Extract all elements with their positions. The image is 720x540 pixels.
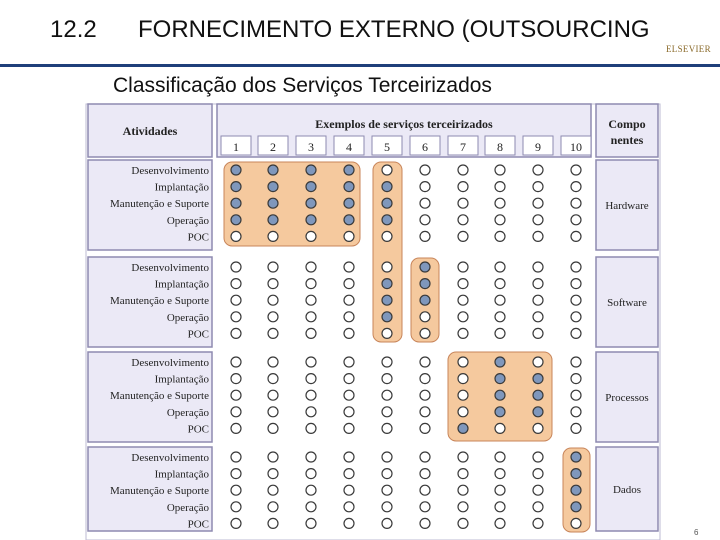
dot-empty	[231, 231, 241, 241]
dot-empty	[382, 518, 392, 528]
dot-empty	[306, 469, 316, 479]
dot-empty	[268, 502, 278, 512]
component-label: Software	[607, 297, 647, 309]
components-header-line2: nentes	[610, 133, 644, 147]
dot-empty	[268, 279, 278, 289]
dot-empty	[533, 215, 543, 225]
dot-filled	[571, 469, 581, 479]
dot-filled	[533, 390, 543, 400]
dot-empty	[344, 279, 354, 289]
activity-label: POC	[187, 231, 209, 244]
dot-empty	[382, 374, 392, 384]
dot-empty	[571, 328, 581, 338]
dot-empty	[344, 357, 354, 367]
dot-filled	[268, 165, 278, 175]
dot-empty	[420, 502, 430, 512]
dot-empty	[231, 295, 241, 305]
section-number: 12.2	[50, 16, 97, 43]
dot-empty	[382, 165, 392, 175]
dot-empty	[533, 328, 543, 338]
dot-empty	[231, 279, 241, 289]
dot-empty	[533, 262, 543, 272]
dot-empty	[458, 390, 468, 400]
dot-filled	[268, 215, 278, 225]
dot-empty	[382, 390, 392, 400]
dot-empty	[571, 312, 581, 322]
dot-empty	[382, 485, 392, 495]
dot-filled	[344, 215, 354, 225]
dot-filled	[458, 423, 468, 433]
dot-filled	[268, 198, 278, 208]
dot-empty	[458, 469, 468, 479]
activity-label: POC	[187, 518, 209, 531]
dot-empty	[382, 452, 392, 462]
dot-empty	[495, 295, 505, 305]
dot-empty	[420, 390, 430, 400]
dot-filled	[420, 295, 430, 305]
dot-empty	[306, 390, 316, 400]
dot-empty	[495, 262, 505, 272]
dot-empty	[495, 215, 505, 225]
activity-label: Implantação	[154, 181, 209, 194]
column-number: 6	[422, 140, 428, 154]
dot-filled	[495, 390, 505, 400]
dot-empty	[231, 407, 241, 417]
dot-empty	[495, 328, 505, 338]
dot-empty	[533, 198, 543, 208]
dot-empty	[533, 231, 543, 241]
dot-empty	[268, 262, 278, 272]
dot-empty	[571, 390, 581, 400]
dot-filled	[306, 182, 316, 192]
dot-empty	[306, 295, 316, 305]
dot-filled	[382, 279, 392, 289]
dot-filled	[533, 374, 543, 384]
dot-empty	[571, 295, 581, 305]
dot-empty	[268, 423, 278, 433]
dot-empty	[495, 502, 505, 512]
dot-empty	[382, 407, 392, 417]
dot-empty	[306, 407, 316, 417]
dot-empty	[344, 374, 354, 384]
dot-empty	[571, 215, 581, 225]
dot-empty	[458, 452, 468, 462]
dot-filled	[231, 165, 241, 175]
dot-empty	[571, 198, 581, 208]
dot-empty	[382, 231, 392, 241]
dot-empty	[306, 374, 316, 384]
dot-empty	[458, 215, 468, 225]
dot-filled	[306, 215, 316, 225]
dot-empty	[458, 295, 468, 305]
dot-empty	[231, 502, 241, 512]
dot-empty	[268, 452, 278, 462]
dot-empty	[268, 295, 278, 305]
dot-filled	[571, 502, 581, 512]
dot-empty	[344, 295, 354, 305]
dot-empty	[420, 485, 430, 495]
dot-empty	[420, 407, 430, 417]
dot-empty	[458, 262, 468, 272]
dot-filled	[231, 215, 241, 225]
dot-empty	[231, 262, 241, 272]
dot-empty	[420, 374, 430, 384]
dot-empty	[420, 452, 430, 462]
dot-empty	[458, 279, 468, 289]
dot-empty	[458, 407, 468, 417]
dot-empty	[344, 312, 354, 322]
activity-label: Desenvolvimento	[131, 357, 209, 369]
dot-filled	[420, 279, 430, 289]
dot-empty	[495, 165, 505, 175]
dot-empty	[382, 357, 392, 367]
dot-empty	[458, 198, 468, 208]
activities-header: Atividades	[122, 124, 178, 138]
dot-empty	[344, 423, 354, 433]
dot-filled	[382, 312, 392, 322]
column-number: 2	[270, 140, 276, 154]
dot-empty	[571, 231, 581, 241]
dot-filled	[495, 357, 505, 367]
dot-empty	[533, 469, 543, 479]
dot-empty	[231, 328, 241, 338]
activity-label: Implantação	[154, 278, 209, 291]
dot-empty	[306, 279, 316, 289]
dot-empty	[495, 198, 505, 208]
activity-label: Manutenção e Suporte	[110, 295, 209, 308]
dot-empty	[306, 231, 316, 241]
dot-empty	[420, 357, 430, 367]
dot-filled	[306, 165, 316, 175]
activity-label: Desenvolvimento	[131, 262, 209, 274]
activity-label: Manutenção e Suporte	[110, 198, 209, 211]
dot-empty	[306, 485, 316, 495]
dot-filled	[571, 452, 581, 462]
dot-empty	[344, 518, 354, 528]
dot-filled	[533, 407, 543, 417]
dot-empty	[533, 279, 543, 289]
dot-empty	[458, 357, 468, 367]
section-title: FORNECIMENTO EXTERNO (OUTSOURCING	[138, 16, 650, 43]
activity-label: POC	[187, 423, 209, 436]
dot-empty	[268, 328, 278, 338]
dot-empty	[571, 279, 581, 289]
activity-label: Implantação	[154, 468, 209, 481]
page-number: 6	[694, 528, 699, 537]
dot-empty	[268, 357, 278, 367]
dot-empty	[420, 198, 430, 208]
components-header-line1: Compo	[608, 117, 646, 131]
dot-empty	[231, 357, 241, 367]
dot-empty	[268, 374, 278, 384]
dot-empty	[306, 328, 316, 338]
dot-empty	[458, 485, 468, 495]
dot-filled	[495, 407, 505, 417]
dot-empty	[571, 165, 581, 175]
dot-empty	[495, 312, 505, 322]
dot-empty	[344, 407, 354, 417]
dot-empty	[344, 262, 354, 272]
dot-filled	[382, 182, 392, 192]
dot-empty	[533, 182, 543, 192]
activity-label: Operação	[166, 406, 209, 419]
dot-empty	[268, 312, 278, 322]
column-number: 5	[384, 140, 390, 154]
column-number: 10	[570, 140, 582, 154]
dot-empty	[420, 165, 430, 175]
dot-empty	[382, 469, 392, 479]
dot-empty	[344, 390, 354, 400]
column-number: 8	[497, 140, 503, 154]
dot-empty	[571, 262, 581, 272]
dot-empty	[495, 423, 505, 433]
dot-empty	[495, 231, 505, 241]
dot-empty	[495, 469, 505, 479]
activity-label: Desenvolvimento	[131, 452, 209, 464]
dot-empty	[458, 182, 468, 192]
dot-empty	[533, 357, 543, 367]
dot-empty	[533, 165, 543, 175]
dot-empty	[306, 262, 316, 272]
dot-empty	[382, 328, 392, 338]
dot-filled	[571, 485, 581, 495]
dot-empty	[231, 485, 241, 495]
dot-empty	[306, 502, 316, 512]
dot-filled	[231, 182, 241, 192]
dot-empty	[420, 423, 430, 433]
dot-empty	[571, 182, 581, 192]
dot-empty	[268, 485, 278, 495]
dot-empty	[306, 423, 316, 433]
dot-empty	[231, 423, 241, 433]
dot-empty	[420, 518, 430, 528]
column-number: 9	[535, 140, 541, 154]
activity-label: Manutenção e Suporte	[110, 485, 209, 498]
dot-empty	[458, 165, 468, 175]
dot-empty	[344, 502, 354, 512]
dot-filled	[231, 198, 241, 208]
slide-subtitle: Classificação dos Serviços Terceirizados	[113, 74, 492, 97]
dot-empty	[420, 469, 430, 479]
dot-empty	[306, 312, 316, 322]
dot-empty	[231, 374, 241, 384]
highlight-hardware-cols-1-4	[224, 162, 360, 246]
dot-empty	[458, 231, 468, 241]
dot-empty	[495, 485, 505, 495]
component-label: Hardware	[605, 200, 649, 212]
dot-filled	[344, 182, 354, 192]
dot-empty	[571, 357, 581, 367]
dot-filled	[344, 165, 354, 175]
dot-empty	[382, 502, 392, 512]
dot-empty	[571, 407, 581, 417]
dot-empty	[533, 423, 543, 433]
dot-empty	[533, 295, 543, 305]
dot-empty	[231, 390, 241, 400]
dot-empty	[458, 312, 468, 322]
activity-label: Implantação	[154, 373, 209, 386]
dot-empty	[458, 502, 468, 512]
component-label: Processos	[605, 392, 649, 404]
examples-header: Exemplos de serviços terceirizados	[315, 117, 493, 131]
dot-empty	[306, 452, 316, 462]
dot-empty	[344, 328, 354, 338]
column-number: 4	[346, 140, 352, 154]
dot-filled	[495, 374, 505, 384]
dot-empty	[231, 469, 241, 479]
dot-empty	[533, 312, 543, 322]
column-number: 7	[460, 140, 466, 154]
dot-empty	[268, 407, 278, 417]
dot-empty	[268, 390, 278, 400]
dot-empty	[533, 452, 543, 462]
dot-empty	[382, 423, 392, 433]
dot-empty	[268, 518, 278, 528]
dot-empty	[268, 231, 278, 241]
dot-empty	[382, 262, 392, 272]
publisher-logo: ELSEVIER	[666, 44, 711, 54]
dot-empty	[306, 357, 316, 367]
dot-filled	[268, 182, 278, 192]
dot-empty	[268, 469, 278, 479]
dot-filled	[306, 198, 316, 208]
dot-empty	[571, 423, 581, 433]
dot-empty	[495, 452, 505, 462]
activity-label: Operação	[166, 501, 209, 514]
dot-empty	[420, 312, 430, 322]
dot-filled	[344, 198, 354, 208]
dot-empty	[495, 279, 505, 289]
dot-empty	[495, 182, 505, 192]
dot-empty	[231, 452, 241, 462]
dot-empty	[571, 518, 581, 528]
dot-empty	[344, 231, 354, 241]
dot-filled	[382, 295, 392, 305]
dot-empty	[344, 469, 354, 479]
dot-empty	[344, 452, 354, 462]
dot-empty	[306, 518, 316, 528]
dot-empty	[458, 328, 468, 338]
component-label: Dados	[612, 484, 642, 496]
dot-empty	[458, 374, 468, 384]
activity-label: Desenvolvimento	[131, 165, 209, 177]
dot-empty	[231, 312, 241, 322]
dot-filled	[420, 262, 430, 272]
dot-filled	[382, 215, 392, 225]
activity-label: POC	[187, 328, 209, 341]
dot-empty	[420, 182, 430, 192]
activity-label: Manutenção e Suporte	[110, 390, 209, 403]
activity-label: Operação	[166, 311, 209, 324]
dot-empty	[458, 518, 468, 528]
dot-empty	[533, 502, 543, 512]
column-number: 3	[308, 140, 314, 154]
dot-empty	[420, 215, 430, 225]
dot-empty	[495, 518, 505, 528]
dot-empty	[533, 485, 543, 495]
dot-empty	[231, 518, 241, 528]
activity-label: Operação	[166, 214, 209, 227]
dot-empty	[533, 518, 543, 528]
dot-empty	[420, 328, 430, 338]
dot-empty	[571, 374, 581, 384]
dot-empty	[344, 485, 354, 495]
column-number: 1	[233, 140, 239, 154]
dot-empty	[420, 231, 430, 241]
dot-filled	[382, 198, 392, 208]
